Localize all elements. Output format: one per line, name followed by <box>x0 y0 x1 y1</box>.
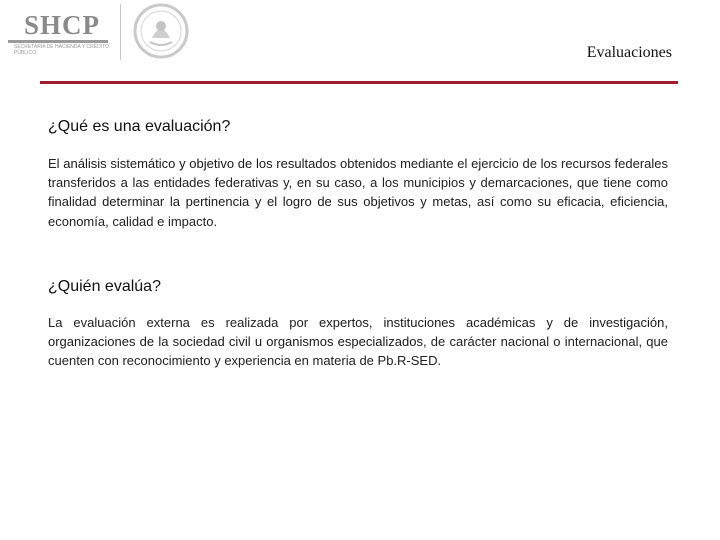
text-run: El <box>48 156 64 171</box>
highlighted-text: análisis sistemático y objetivo de los resultados obtenidos <box>63 156 397 171</box>
highlighted-text: expertos, instituciones académicas y de investigación, organizaciones de la sociedad civil u organismos especializados <box>48 315 668 350</box>
text-run: , de carácter nacional o internacional, que cuenten con reconocimiento y experiencia en materia de Pb.R-SED. <box>48 334 668 369</box>
section-what-is-evaluation <box>48 118 668 231</box>
shcp-logo-bar <box>8 40 108 43</box>
mexican-seal-icon <box>132 2 190 60</box>
shcp-logo-text: SHCP <box>24 10 101 40</box>
section-paragraph <box>48 313 668 371</box>
text-run: , así como su eficacia, eficiencia, economía, calidad e impacto. <box>48 194 668 229</box>
section-heading: ¿Quién evalúa? <box>48 278 161 295</box>
highlighted-text: determinar la pertinencia y el logro de sus objetivos y metas <box>102 194 468 210</box>
shcp-logo <box>0 0 200 64</box>
text-run: mediante el ejercicio de los recursos federales transferidos a las entidades federativas y, en su caso, a los municipios y demarcaciones, que tiene como finalidad <box>48 156 669 210</box>
section-who-evaluates <box>48 278 668 371</box>
page-title: Evaluaciones <box>586 44 672 61</box>
shcp-logo-subtext: SECRETARÍA DE HACIENDA Y CRÉDITO PÚBLICO <box>14 44 109 56</box>
text-run: La evaluación externa es realizada por <box>48 315 320 330</box>
section-heading: ¿Qué es una evaluación? <box>48 118 231 135</box>
section-paragraph <box>48 154 668 231</box>
logo-divider <box>120 4 121 60</box>
title-divider-rule <box>40 81 678 84</box>
